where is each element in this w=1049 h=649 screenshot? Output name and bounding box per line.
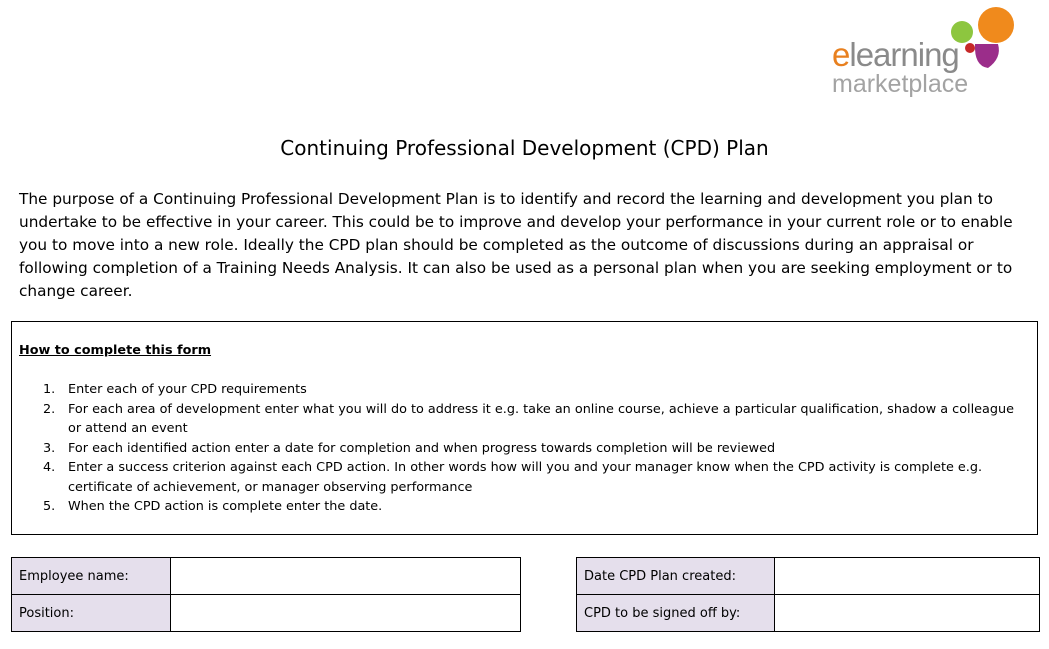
instructions-list — [19, 380, 1029, 517]
signed-off-by-label: CPD to be signed off by: — [577, 595, 775, 632]
instructions-box — [11, 321, 1038, 535]
table-row — [12, 595, 521, 632]
page-title: Continuing Professional Development (CPD) Plan — [280, 136, 769, 160]
date-created-cell[interactable] — [775, 558, 1040, 595]
table-row — [577, 595, 1040, 632]
instruction-step: 3. For each identified action enter a date for completion and when progress towards completion will be reviewed — [43, 440, 776, 456]
instruction-step: 1. Enter each of your CPD requirements — [43, 382, 307, 397]
instruction-step: 4. Enter a success criterion against each CPD action. In other words how will you and your manager know when the CPD activity is complete e.g. certificate of achievement, or manager observing performance — [43, 460, 983, 495]
position-label: Position: — [12, 595, 171, 632]
elearning-marketplace-logo — [828, 4, 1028, 104]
date-created-field[interactable] — [782, 561, 1039, 591]
logo-wordmark-elearning: elearning — [832, 36, 959, 73]
intro-paragraph: The purpose of a Continuing Professional Development Plan is to identify and record the learning and development you plan to undertake to be effective in your career. This could be to improve and develop your performance in your current role or to enable you to move into a new role. Ideally the CPD plan should be completed as the outcome of discussions during an appraisal or following completion of a Training Needs Analysis. It can also be used as a personal plan when you are seeking employment or to change career. — [19, 190, 1013, 300]
date-created-label: Date CPD Plan created: — [577, 558, 775, 595]
table-row — [577, 558, 1040, 595]
table-row — [12, 558, 521, 595]
instruction-step: 2. For each area of development enter what you will do to address it e.g. take an online course, achieve a particular qualification, shadow a colleague or attend an event — [43, 401, 1014, 436]
employee-details-table — [11, 557, 521, 632]
instructions-heading: How to complete this form — [19, 343, 212, 358]
position-cell[interactable] — [171, 595, 521, 632]
signed-off-by-cell[interactable] — [775, 595, 1040, 632]
plan-details-table — [576, 557, 1040, 632]
employee-name-cell[interactable] — [171, 558, 521, 595]
employee-name-field[interactable] — [178, 561, 520, 591]
position-field[interactable] — [178, 598, 520, 628]
signed-off-by-field[interactable] — [782, 598, 1039, 628]
employee-name-label: Employee name: — [12, 558, 171, 595]
logo-wordmark-marketplace: marketplace — [832, 70, 969, 98]
instruction-step: 5. When the CPD action is complete enter the date. — [43, 499, 383, 514]
